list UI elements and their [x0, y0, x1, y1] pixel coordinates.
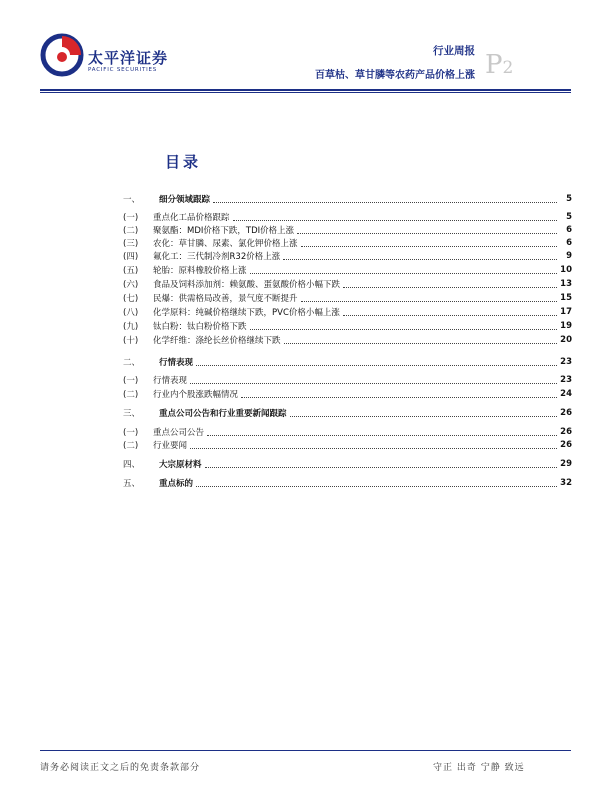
toc-entry-page: 15 [560, 293, 572, 303]
toc-entry-page: 6 [566, 225, 572, 235]
toc-entry-number: (六) [123, 280, 139, 290]
toc-entry[interactable] [123, 439, 572, 451]
toc-entry-number: (三) [123, 239, 139, 249]
toc-dot-leader [250, 323, 557, 330]
toc-entry-page: 9 [566, 251, 572, 261]
toc-dot-leader [290, 410, 557, 417]
toc-entry-number: (一) [123, 213, 139, 223]
report-subtitle: 百草枯、草甘膦等农药产品价格上涨 [315, 70, 475, 81]
toc-entry[interactable] [123, 306, 572, 318]
toc-dot-leader [205, 461, 557, 468]
toc-entry-title: 重点标的 [159, 479, 194, 489]
toc-dot-leader [190, 442, 557, 449]
toc-entry-title: 化学原料：纯碱价格继续下跌，PVC价格小幅上涨 [153, 308, 340, 318]
toc-entry-title: 细分领域跟踪 [159, 195, 211, 205]
toc-entry-title: 轮胎：原料橡胶价格上涨 [153, 266, 247, 276]
toc-entry-page: 5 [566, 212, 572, 222]
toc-dot-leader [284, 337, 557, 344]
toc-entry[interactable] [123, 334, 572, 346]
toc-entry-number: (二) [123, 390, 139, 400]
toc-entry-number: (二) [123, 441, 139, 451]
toc-entry[interactable] [123, 320, 572, 332]
toc-entry[interactable] [123, 278, 572, 290]
footer-rule [40, 750, 571, 751]
header-rule [40, 89, 571, 91]
toc-entry-number: (一) [123, 428, 139, 438]
toc-entry-title: 钛白粉：钛白粉价格下跌 [153, 322, 247, 332]
toc-entry[interactable] [123, 388, 572, 400]
toc-dot-leader [207, 429, 557, 436]
toc-entry-page: 26 [560, 427, 572, 437]
toc-entry-number: 二、 [123, 358, 141, 368]
toc-entry-page: 26 [560, 408, 572, 418]
toc-entry-number: (十) [123, 336, 139, 346]
toc-entry-title: 重点公司公告和行业重要新闻跟踪 [159, 409, 287, 419]
toc-entry[interactable] [123, 477, 572, 489]
toc-entry-number: 三、 [123, 409, 141, 419]
toc-entry-title: 氟化工：三代制冷剂R32价格上涨 [153, 252, 281, 262]
page-number-value: 2 [502, 58, 514, 78]
toc-entry[interactable] [123, 250, 572, 262]
toc-entry-page: 17 [560, 307, 572, 317]
toc-entry-page: 13 [560, 279, 572, 289]
toc-entry-page: 26 [560, 440, 572, 450]
toc-entry-number: (八) [123, 308, 139, 318]
toc-entry-page: 10 [560, 265, 572, 275]
toc-entry-number: 四、 [123, 460, 141, 470]
toc-dot-leader [196, 359, 557, 366]
page-prefix: P [485, 50, 503, 80]
toc-entry-title: 行情表现 [153, 376, 188, 386]
toc-entry-page: 6 [566, 238, 572, 248]
toc-entry-number: (二) [123, 226, 139, 236]
toc-entry[interactable] [123, 211, 572, 223]
toc-entry[interactable] [123, 224, 572, 236]
toc-entry[interactable] [123, 193, 572, 205]
toc-entry-page: 29 [560, 459, 572, 469]
toc-entry-title: 行业内个股涨跌幅情况 [153, 390, 239, 400]
toc-entry-title: 民爆：供需格局改善，景气度不断提升 [153, 294, 298, 304]
footer-disclaimer: 请务必阅读正文之后的免责条款部分 [40, 763, 201, 773]
toc-dot-leader [301, 295, 557, 302]
toc-entry-number: (五) [123, 266, 139, 276]
toc-entry[interactable] [123, 292, 572, 304]
toc-entry-title: 聚氨酯：MDI价格下跌，TDI价格上涨 [153, 226, 295, 236]
toc-entry-title: 大宗原材料 [159, 460, 202, 470]
toc-entry-title: 重点化工品价格跟踪 [153, 213, 230, 223]
toc-entry[interactable] [123, 374, 572, 386]
toc-dot-leader [343, 281, 557, 288]
toc-entry[interactable] [123, 407, 572, 419]
footer-motto: 守正 出奇 宁静 致远 [433, 763, 525, 773]
toc-entry[interactable] [123, 237, 572, 249]
toc-dot-leader [301, 240, 557, 247]
logo-chinese-name: 太平洋证券 [88, 49, 169, 67]
toc-entry-page: 19 [560, 321, 572, 331]
toc-entry-page: 20 [560, 335, 572, 345]
page-number [485, 50, 513, 80]
toc-entry-title: 行情表现 [159, 358, 194, 368]
toc-entry-title: 化学纤维：涤纶长丝价格继续下跌 [153, 336, 281, 346]
toc-entry-title: 食品及饲料添加剂：赖氨酸、蛋氨酸价格小幅下跌 [153, 280, 341, 290]
toc-entry[interactable] [123, 458, 572, 470]
toc-dot-leader [190, 377, 557, 384]
toc-entry-title: 重点公司公告 [153, 428, 205, 438]
toc-entry-page: 24 [560, 389, 572, 399]
toc-dot-leader [343, 309, 557, 316]
toc-dot-leader [233, 214, 557, 221]
toc-dot-leader [241, 391, 557, 398]
toc-entry-number: (九) [123, 322, 139, 332]
toc-entry-number: 五、 [123, 479, 141, 489]
toc-entry-page: 23 [560, 375, 572, 385]
toc-dot-leader [250, 267, 557, 274]
toc-entry[interactable] [123, 264, 572, 276]
pacific-logo-icon [40, 33, 84, 77]
logo-english-name: PACIFIC SECURITIES [88, 67, 158, 73]
toc-entry-number: (四) [123, 252, 139, 262]
toc-entry[interactable] [123, 426, 572, 438]
toc-entry-title: 农化：草甘膦、尿素、氯化钾价格上涨 [153, 239, 298, 249]
toc-entry-number: (一) [123, 376, 139, 386]
toc-entry-page: 32 [560, 478, 572, 488]
toc-title: 目录 [165, 153, 202, 171]
toc-entry-title: 行业要闻 [153, 441, 188, 451]
toc-entry-page: 23 [560, 357, 572, 367]
toc-dot-leader [213, 196, 557, 203]
toc-dot-leader [196, 480, 557, 487]
company-logo [40, 33, 169, 77]
report-type: 行业周报 [433, 45, 475, 57]
toc-dot-leader [297, 227, 557, 234]
toc-entry-number: 一、 [123, 195, 141, 205]
toc-entry-number: (七) [123, 294, 139, 304]
toc-entry[interactable] [123, 356, 572, 368]
toc-entry-page: 5 [566, 194, 572, 204]
toc-dot-leader [283, 253, 557, 260]
